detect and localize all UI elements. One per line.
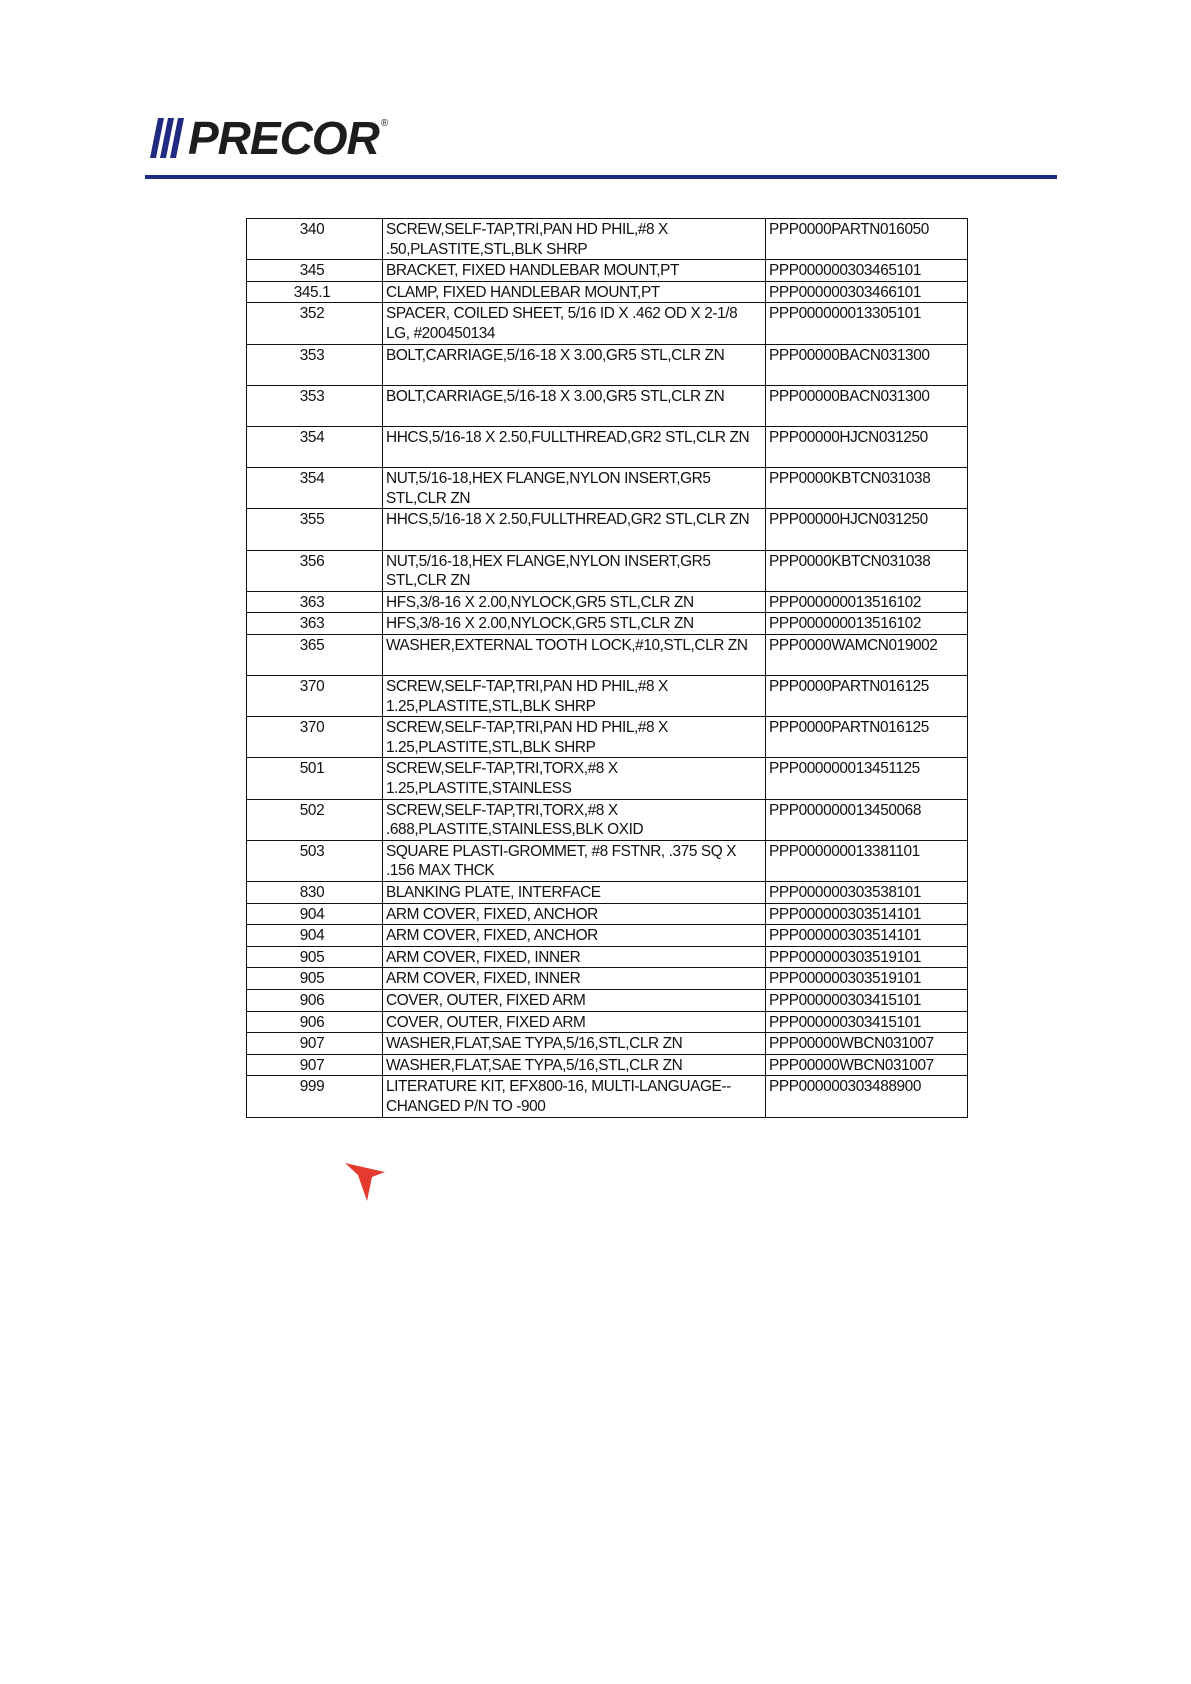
description-cell: HHCS,5/16-18 X 2.50,FULLTHREAD,GR2 STL,CLR ZN bbox=[383, 509, 766, 550]
description-cell: BOLT,CARRIAGE,5/16-18 X 3.00,GR5 STL,CLR ZN bbox=[383, 385, 766, 426]
table-row bbox=[247, 925, 968, 947]
table-row bbox=[247, 281, 968, 303]
description-cell: SPACER, COILED SHEET, 5/16 ID X .462 OD X 2-1/8 LG, #200450134 bbox=[383, 303, 766, 344]
description-cell: ARM COVER, FIXED, INNER bbox=[383, 946, 766, 968]
table-row bbox=[247, 385, 968, 426]
item-number-cell: 906 bbox=[247, 1011, 383, 1033]
header-rule bbox=[145, 175, 1057, 179]
item-number-cell: 502 bbox=[247, 799, 383, 840]
parts-table bbox=[246, 218, 968, 1118]
item-number-cell: 999 bbox=[247, 1076, 383, 1117]
part-number-cell: PPP000000013450068 bbox=[766, 799, 968, 840]
item-number-cell: 904 bbox=[247, 903, 383, 925]
brand-name: PRECOR bbox=[188, 112, 379, 164]
table-row bbox=[247, 676, 968, 717]
description-cell: NUT,5/16-18,HEX FLANGE,NYLON INSERT,GR5 STL,CLR ZN bbox=[383, 550, 766, 591]
table-row bbox=[247, 344, 968, 385]
parts-table-body bbox=[247, 219, 968, 1118]
table-row bbox=[247, 840, 968, 881]
description-cell: HFS,3/8-16 X 2.00,NYLOCK,GR5 STL,CLR ZN bbox=[383, 613, 766, 635]
description-cell: WASHER,FLAT,SAE TYPA,5/16,STL,CLR ZN bbox=[383, 1054, 766, 1076]
part-number-cell: PPP000000013516102 bbox=[766, 613, 968, 635]
item-number-cell: 354 bbox=[247, 426, 383, 467]
description-cell: NUT,5/16-18,HEX FLANGE,NYLON INSERT,GR5 STL,CLR ZN bbox=[383, 468, 766, 509]
table-row bbox=[247, 758, 968, 799]
table-row bbox=[247, 903, 968, 925]
item-number-cell: 345 bbox=[247, 260, 383, 282]
table-row bbox=[247, 634, 968, 675]
logo-stripes-icon bbox=[148, 118, 186, 158]
item-number-cell: 355 bbox=[247, 509, 383, 550]
description-cell: ARM COVER, FIXED, ANCHOR bbox=[383, 903, 766, 925]
item-number-cell: 830 bbox=[247, 882, 383, 904]
table-row bbox=[247, 509, 968, 550]
table-row bbox=[247, 799, 968, 840]
part-number-cell: PPP000000303415101 bbox=[766, 989, 968, 1011]
table-row bbox=[247, 219, 968, 260]
table-row bbox=[247, 591, 968, 613]
part-number-cell: PPP0000PARTN016125 bbox=[766, 676, 968, 717]
item-number-cell: 905 bbox=[247, 946, 383, 968]
description-cell: SCREW,SELF-TAP,TRI,PAN HD PHIL,#8 X 1.25,PLASTITE,STL,BLK SHRP bbox=[383, 717, 766, 758]
part-number-cell: PPP0000PARTN016125 bbox=[766, 717, 968, 758]
item-number-cell: 354 bbox=[247, 468, 383, 509]
item-number-cell: 365 bbox=[247, 634, 383, 675]
table-row bbox=[247, 303, 968, 344]
table-row bbox=[247, 1054, 968, 1076]
table-row bbox=[247, 882, 968, 904]
table-row bbox=[247, 968, 968, 990]
description-cell: ARM COVER, FIXED, INNER bbox=[383, 968, 766, 990]
part-number-cell: PPP00000HJCN031250 bbox=[766, 509, 968, 550]
table-row bbox=[247, 426, 968, 467]
part-number-cell: PPP000000013451125 bbox=[766, 758, 968, 799]
item-number-cell: 363 bbox=[247, 613, 383, 635]
cursor-arrow-icon bbox=[345, 1163, 385, 1201]
part-number-cell: PPP000000013381101 bbox=[766, 840, 968, 881]
item-number-cell: 352 bbox=[247, 303, 383, 344]
item-number-cell: 370 bbox=[247, 717, 383, 758]
part-number-cell: PPP000000303519101 bbox=[766, 946, 968, 968]
description-cell: ARM COVER, FIXED, ANCHOR bbox=[383, 925, 766, 947]
part-number-cell: PPP000000303415101 bbox=[766, 1011, 968, 1033]
item-number-cell: 370 bbox=[247, 676, 383, 717]
description-cell: LITERATURE KIT, EFX800-16, MULTI-LANGUAGE--CHANGED P/N TO -900 bbox=[383, 1076, 766, 1117]
item-number-cell: 345.1 bbox=[247, 281, 383, 303]
description-cell: SCREW,SELF-TAP,TRI,TORX,#8 X .688,PLASTITE,STAINLESS,BLK OXID bbox=[383, 799, 766, 840]
part-number-cell: PPP000000013305101 bbox=[766, 303, 968, 344]
part-number-cell: PPP000000303514101 bbox=[766, 925, 968, 947]
table-row bbox=[247, 613, 968, 635]
table-row bbox=[247, 1011, 968, 1033]
part-number-cell: PPP000000303466101 bbox=[766, 281, 968, 303]
description-cell: BOLT,CARRIAGE,5/16-18 X 3.00,GR5 STL,CLR ZN bbox=[383, 344, 766, 385]
description-cell: SCREW,SELF-TAP,TRI,PAN HD PHIL,#8 X 1.25,PLASTITE,STL,BLK SHRP bbox=[383, 676, 766, 717]
part-number-cell: PPP000000303519101 bbox=[766, 968, 968, 990]
item-number-cell: 353 bbox=[247, 344, 383, 385]
item-number-cell: 904 bbox=[247, 925, 383, 947]
item-number-cell: 353 bbox=[247, 385, 383, 426]
part-number-cell: PPP000000303538101 bbox=[766, 882, 968, 904]
description-cell: HHCS,5/16-18 X 2.50,FULLTHREAD,GR2 STL,CLR ZN bbox=[383, 426, 766, 467]
description-cell: BLANKING PLATE, INTERFACE bbox=[383, 882, 766, 904]
part-number-cell: PPP000000013516102 bbox=[766, 591, 968, 613]
item-number-cell: 363 bbox=[247, 591, 383, 613]
precor-logo bbox=[148, 112, 389, 164]
description-cell: WASHER,EXTERNAL TOOTH LOCK,#10,STL,CLR ZN bbox=[383, 634, 766, 675]
description-cell: SCREW,SELF-TAP,TRI,TORX,#8 X 1.25,PLASTITE,STAINLESS bbox=[383, 758, 766, 799]
table-row bbox=[247, 989, 968, 1011]
table-row bbox=[247, 550, 968, 591]
description-cell: BRACKET, FIXED HANDLEBAR MOUNT,PT bbox=[383, 260, 766, 282]
item-number-cell: 503 bbox=[247, 840, 383, 881]
part-number-cell: PPP0000PARTN016050 bbox=[766, 219, 968, 260]
description-cell: SCREW,SELF-TAP,TRI,PAN HD PHIL,#8 X .50,PLASTITE,STL,BLK SHRP bbox=[383, 219, 766, 260]
description-cell: COVER, OUTER, FIXED ARM bbox=[383, 989, 766, 1011]
description-cell: CLAMP, FIXED HANDLEBAR MOUNT,PT bbox=[383, 281, 766, 303]
table-row bbox=[247, 260, 968, 282]
item-number-cell: 907 bbox=[247, 1054, 383, 1076]
registered-mark: ® bbox=[380, 118, 389, 129]
part-number-cell: PPP00000HJCN031250 bbox=[766, 426, 968, 467]
part-number-cell: PPP0000WAMCN019002 bbox=[766, 634, 968, 675]
item-number-cell: 501 bbox=[247, 758, 383, 799]
table-row bbox=[247, 1033, 968, 1055]
part-number-cell: PPP0000KBTCN031038 bbox=[766, 550, 968, 591]
table-row bbox=[247, 468, 968, 509]
part-number-cell: PPP00000BACN031300 bbox=[766, 385, 968, 426]
part-number-cell: PPP00000WBCN031007 bbox=[766, 1033, 968, 1055]
description-cell: SQUARE PLASTI-GROMMET, #8 FSTNR, .375 SQ X .156 MAX THCK bbox=[383, 840, 766, 881]
table-row bbox=[247, 1076, 968, 1117]
item-number-cell: 906 bbox=[247, 989, 383, 1011]
item-number-cell: 907 bbox=[247, 1033, 383, 1055]
part-number-cell: PPP00000BACN031300 bbox=[766, 344, 968, 385]
description-cell: WASHER,FLAT,SAE TYPA,5/16,STL,CLR ZN bbox=[383, 1033, 766, 1055]
description-cell: HFS,3/8-16 X 2.00,NYLOCK,GR5 STL,CLR ZN bbox=[383, 591, 766, 613]
table-row bbox=[247, 717, 968, 758]
part-number-cell: PPP000000303465101 bbox=[766, 260, 968, 282]
item-number-cell: 905 bbox=[247, 968, 383, 990]
part-number-cell: PPP000000303488900 bbox=[766, 1076, 968, 1117]
part-number-cell: PPP00000WBCN031007 bbox=[766, 1054, 968, 1076]
part-number-cell: PPP0000KBTCN031038 bbox=[766, 468, 968, 509]
item-number-cell: 340 bbox=[247, 219, 383, 260]
table-row bbox=[247, 946, 968, 968]
item-number-cell: 356 bbox=[247, 550, 383, 591]
part-number-cell: PPP000000303514101 bbox=[766, 903, 968, 925]
description-cell: COVER, OUTER, FIXED ARM bbox=[383, 1011, 766, 1033]
